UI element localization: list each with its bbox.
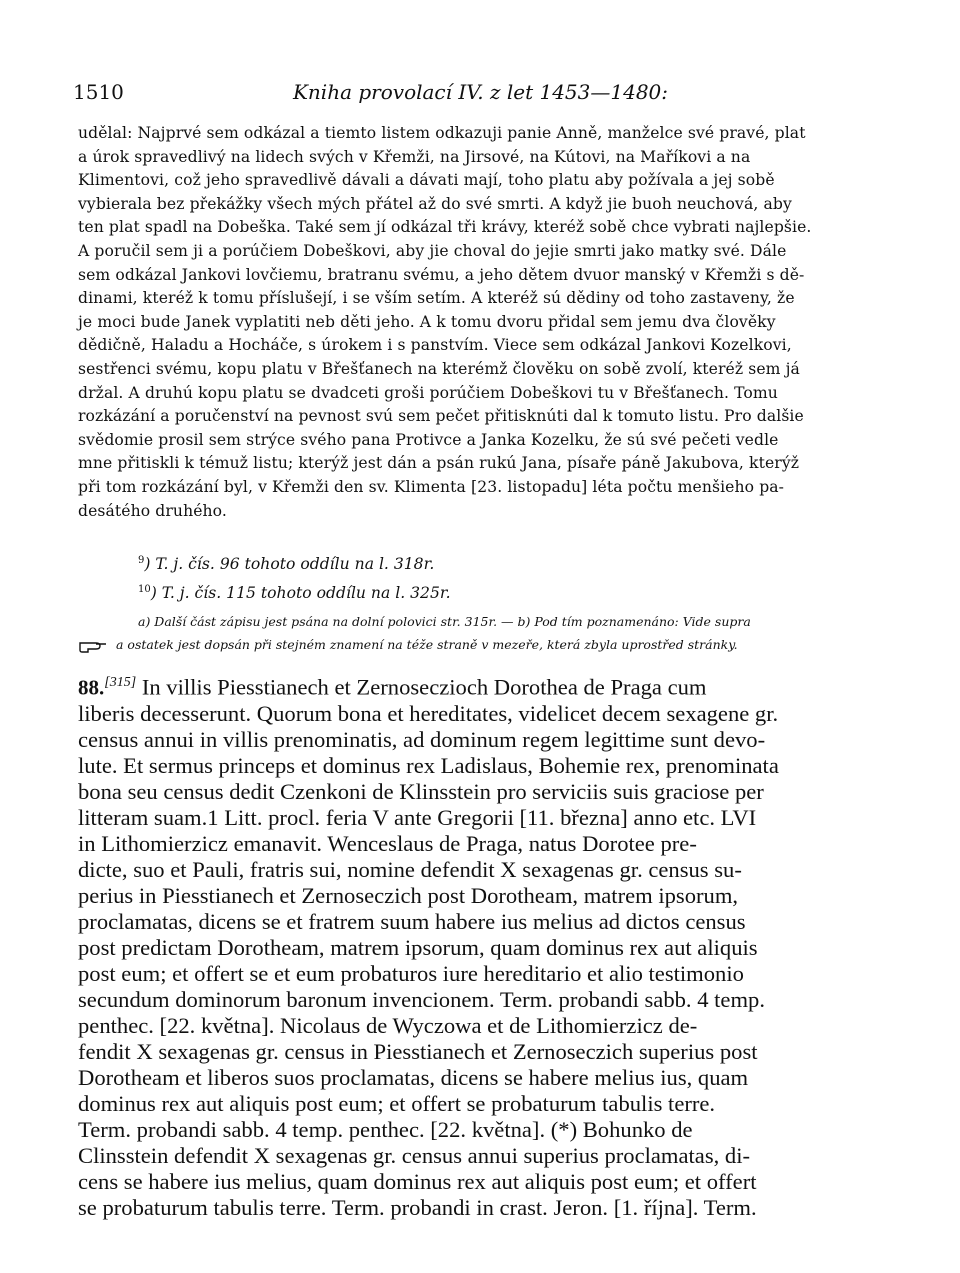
czech-line: a úrok spravedlivý na lidech svých v Křemži, na Jirsové, na Kútovi, na Maříkovi a na	[78, 147, 751, 166]
footnote	[138, 577, 451, 606]
apparatus-text: a ostatek jest dopsán při stejném znamení na téže straně v mezeře, která zbyla uprostřed stránky.	[116, 637, 738, 652]
folio-marker: [315]	[104, 675, 137, 690]
entry-line: liberis decesserunt. Quorum bona et hereditates, videlicet decem sexagene gr.	[78, 700, 779, 726]
entry-line: in Lithomierzicz emanavit. Wenceslaus de Praga, natus Dorotee pre-	[78, 830, 697, 856]
czech-line: svědomie prosil sem strýce svého pana Protivce a Janka Kozelku, že sú své pečeti vedle	[78, 430, 779, 449]
czech-line: mne přitiskli k témuž listu; kterýž jest dán a psán rukú Jana, písaře páně Jakubova, kterýž	[78, 454, 800, 473]
entry-line: dominus rex aut aliquis post eum; et offert se probaturum tabulis terre.	[78, 1090, 716, 1116]
entry-first-line	[78, 670, 888, 701]
entry-line: census annui in villis prenominatis, ad dominum regem legittime sunt devo-	[78, 726, 766, 752]
apparatus-line: a) Další část zápisu jest psána na dolní polovici str. 315r. — b) Pod tím poznamenáno: Vide supra	[138, 614, 751, 629]
apparatus-line	[78, 633, 888, 656]
footnote-text: ) T. j. čís. 96 tohoto oddílu na l. 318r.	[144, 555, 435, 574]
page-number: 1510	[73, 80, 124, 104]
running-title: Kniha provolací IV. z let 1453—1480:	[292, 80, 669, 104]
entry-line: Clinsstein defendit X sexagenas gr. census annui superius proclamatas, di-	[78, 1142, 751, 1168]
entry-line: proclamatas, dicens se et fratrem suum habere ius melius ad dictos census	[78, 908, 746, 934]
entry-line: penthec. [22. května]. Nicolaus de Wyczowa et de Lithomierzicz de-	[78, 1012, 698, 1038]
czech-line: sestřenci svému, kopu platu v Břešťanech na kterémž člověku on sobě zvolí, kteréž sem já	[78, 359, 800, 378]
entry-line: Dorotheam et liberos suos proclamatas, dicens se habere melius ius, quam	[78, 1064, 749, 1090]
footnote-mark: 9	[138, 555, 145, 566]
entry-line: post predictam Dorotheam, matrem ipsorum, quam dominus rex aut aliquis	[78, 934, 758, 960]
entry-line: cens se habere ius melius, quam dominus rex aut aliquis post eum; et offert	[78, 1168, 757, 1194]
czech-line: dědičně, Haladu a Hocháče, s úrokem i s panstvím. Viece sem odkázal Jankovi Kozelkovi,	[78, 336, 792, 355]
czech-line: rozkázání a poručenství na pevnost svú sem pečet přitisknúti dal k tomuto listu. Pro dalšie	[78, 407, 804, 426]
entry-line: lute. Et sermus princeps et dominus rex Ladislaus, Bohemie rex, prenominata	[78, 752, 779, 778]
entry-line: litteram suam.1 Litt. procl. feria V ante Gregorii [11. března] anno etc. LVI	[78, 804, 757, 830]
czech-line: při tom rozkázání byl, v Křemži den sv. Klimenta [23. listopadu] léta počtu menšieho pa-	[78, 477, 785, 496]
czech-text-block	[78, 122, 888, 523]
czech-line: držal. A druhú kopu platu se dvadceti groši porúčiem Dobeškovi tu v Břešťanech. Tomu	[78, 383, 778, 402]
pointing-hand-icon	[78, 639, 108, 653]
entry-line: secundum dominorum baronum invencionem. Term. probandi sabb. 4 temp.	[78, 986, 765, 1012]
entry-line: bona seu census dedit Czenkoni de Klinsstein pro serviciis suis graciose per	[78, 778, 764, 804]
czech-line: dinami, kteréž k tomu příslušejí, i se vším setím. A kteréž sú dědiny od toho zastaveny, že	[78, 289, 795, 308]
entry-line: perius in Piesstianech et Zernoseczich post Dorotheam, matrem ipsorum,	[78, 882, 739, 908]
czech-line: vybierala bez překážky všech mých přátel až do své smrti. A když jie buoh neuchová, aby	[78, 194, 792, 213]
entry-line: In villis Piesstianech et Zernoseczioch Dorothea de Praga cum	[141, 674, 707, 700]
footnote-text: ) T. j. čís. 115 tohoto oddílu na l. 325r.	[150, 584, 451, 603]
czech-line: Klimentovi, což jeho spravedlivě dávali a dávati mají, toho platu aby požívala a jej sobě	[78, 171, 775, 190]
entry-line: fendit X sexagenas gr. census in Piesstianech et Zernoseczich superius post	[78, 1038, 758, 1064]
latin-entry	[78, 670, 888, 1221]
entry-line: post eum; et offert se et eum probaturos iure hereditario et alio testimonio	[78, 960, 744, 986]
czech-line: udělal: Najprvé sem odkázal a tiemto listem odkazuji panie Anně, manželce své pravé, plat	[78, 124, 806, 142]
czech-line: ten plat spadl na Dobeška. Také sem jí odkázal tři krávy, kteréž sobě chce vybrati najlepšie.	[78, 218, 812, 237]
czech-line: desátého druhého.	[78, 501, 227, 520]
footnote	[138, 548, 451, 577]
footnotes	[138, 548, 451, 606]
czech-line: sem odkázal Jankovi lovčiemu, bratranu svému, a jeho dětem dvuor manský v Křemži s dě-	[78, 265, 805, 284]
czech-line: je moci bude Janek vyplatiti neb děti jeho. A k tomu dvoru přidal sem jemu dva člověky	[78, 312, 776, 331]
running-head	[73, 80, 888, 110]
entry-line: se probaturum tabulis terre. Term. probandi in crast. Jeron. [1. října]. Term.	[78, 1194, 757, 1220]
entry-line: dicte, suo et Pauli, fratris sui, nomine defendit X sexagenas gr. census su-	[78, 856, 742, 882]
footnote-mark: 10	[138, 584, 151, 596]
entry-line: Term. probandi sabb. 4 temp. penthec. [22. května]. (*) Bohunko de	[78, 1116, 693, 1142]
critical-apparatus	[78, 610, 888, 656]
entry-number: 88.	[78, 675, 105, 700]
czech-line: A poručil sem ji a porúčiem Dobeškovi, aby jie choval do jejie smrti jako matky své. Dále	[78, 241, 787, 260]
